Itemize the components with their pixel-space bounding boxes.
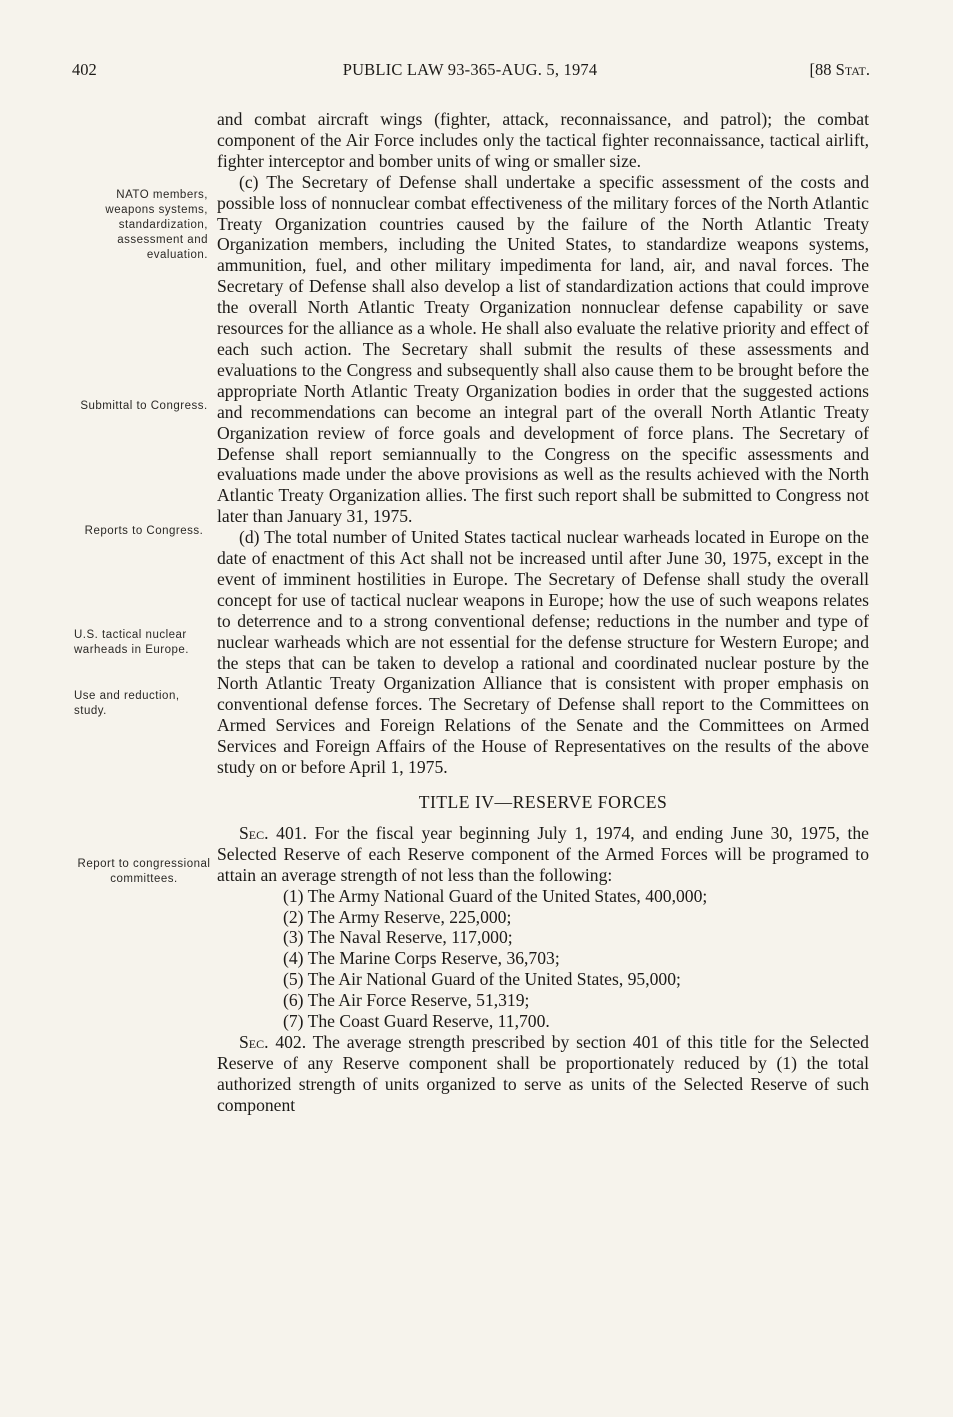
list-item: (6) The Air Force Reserve, 51,319; [283, 990, 530, 1011]
document-body [217, 109, 869, 1116]
page-number: 402 [72, 60, 97, 79]
margin-note-tactical: U.S. tactical nuclear warheads in Europe. [74, 629, 189, 656]
running-title: PUBLIC LAW 93-365-AUG. 5, 1974 [342, 60, 598, 79]
list-item: (7) The Coast Guard Reserve, 11,700. [283, 1011, 550, 1032]
paragraph-c: (c) The Secretary of Defense shall undertake a specific assessment of the costs and possible loss of nonnuclear combat effectiveness of the military forces of the North Atlantic Treaty Organization countries caused by the failure of the North Atlantic Treaty Organization members, including the United States, to standardize weapons systems, ammunition, fuel, and other military impedimenta for land, air, and naval forces. The Secretary of Defense shall also develop a list of standardization actions that could improve the overall North Atlantic Treaty Organization nonnuclear defense capability or save resources for the alliance as a whole. He shall also evaluate the relative priority and effect of each such action. The Secretary shall submit the results of these assessments and evaluations to the Congress and subsequently shall also cause them to be brought before the appropriate North Atlantic Treaty Organization bodies in order that the suggested actions and recommendations can become an integral part of the overall North Atlantic Treaty Organization review of force goals and development of force plans. The Secretary of Defense shall report semiannually to the Congress on the specific assessments and evaluations made under the above provisions as well as the results achieved with the North Atlantic Treaty Organization allies. The first such report shall be submitted to Congress not later than January 31, 1975. [217, 171, 869, 527]
section-402-text: 402. The average strength prescribed by section 401 of this title for the Selected Reserve of any Reserve component shall be proportionately reduced by (1) the total authorized strength of units organized to serve as units of the Selected Reserve of such component [217, 1031, 869, 1115]
section-401 [217, 823, 869, 886]
section-401-label: Sec. [239, 822, 269, 843]
page-header [70, 60, 870, 88]
section-401-text: 401. For the fiscal year beginning July 1, 1974, and ending June 30, 1975, the Selected Reserve of each Reserve component of the Armed Forces will be programed to attain an average strength of not less than the following: [217, 822, 869, 885]
reserve-strength-list [217, 886, 869, 1032]
list-item: (2) The Army Reserve, 225,000; [283, 906, 512, 927]
paragraph-d: (d) The total number of United States tactical nuclear warheads located in Europe on the date of enactment of this Act shall not be increased until after June 30, 1975, except in the event of imminent hostilities in Europe. The Secretary of Defense shall study the overall concept for use of tactical nuclear weapons in Europe; how the use of such weapons relates to deterrence and to a strong conventional defense; reductions in the number and type of nuclear warheads which are not essential for the defense structure for Western Europe; and the steps that can be taken to develop a rational and coordinated nuclear posture by the North Atlantic Treaty Organization Alliance that is consistent with proper emphasis on conventional defense forces. The Secretary of Defense shall report to the Committees on Armed Services and Foreign Relations of the Senate and the Committees on Armed Services and Foreign Affairs of the House of Representatives on the results of the above study on or before April 1, 1975. [217, 527, 869, 778]
margin-note-nato: NATO members, weapons systems, standardization, assessment and evaluation. [105, 189, 208, 261]
list-item: (5) The Air National Guard of the United States, 95,000; [283, 969, 681, 990]
margin-note-report-committees: Report to congressional committees. [77, 858, 211, 885]
list-item: (3) The Naval Reserve, 117,000; [283, 927, 513, 948]
list-item: (1) The Army National Guard of the United States, 400,000; [283, 885, 708, 906]
statute-reference: [88 Stat. [809, 60, 870, 79]
list-item: (4) The Marine Corps Reserve, 36,703; [283, 948, 560, 969]
margin-note-reports: Reports to Congress. [84, 525, 204, 537]
margin-note-use: Use and reduction, study. [74, 690, 180, 717]
section-402-label: Sec. [239, 1031, 269, 1052]
section-402 [217, 1032, 869, 1116]
title-heading: TITLE IV—RESERVE FORCES [418, 792, 668, 812]
paragraph-continuation: and combat aircraft wings (fighter, attack, reconnaissance, and patrol); the combat component of the Air Force includes only the tactical fighter reconnaissance, tactical airlift, fighter interceptor and bomber units of wing or smaller size. [217, 109, 869, 171]
margin-note-submittal: Submittal to Congress. [80, 400, 208, 412]
